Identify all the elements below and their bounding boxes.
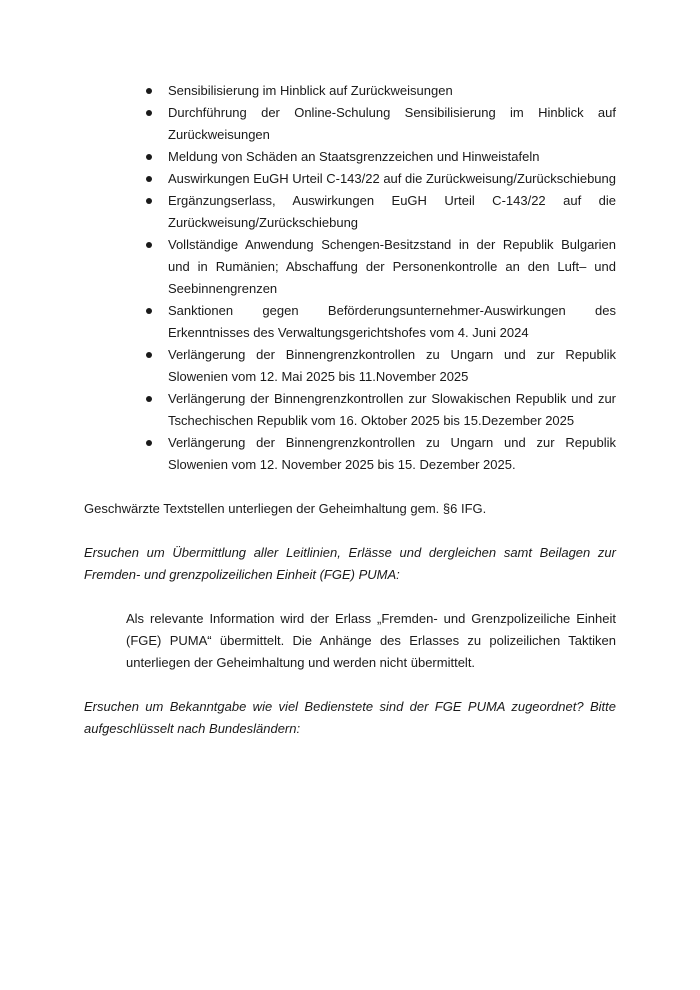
redaction-note: Geschwärzte Textstellen unterliegen der Geheimhaltung gem. §6 IFG.: [84, 501, 487, 516]
list-item: [84, 168, 616, 190]
bullet-icon: [146, 242, 152, 248]
bullet-icon: [146, 308, 152, 314]
bullet-icon: [146, 440, 152, 446]
list-item: [84, 146, 616, 168]
list-item-text: Durchführung der Online-Schulung Sensibilisierung im Hinblick auf Zurückweisungen: [168, 105, 616, 142]
list-item-text: Sensibilisierung im Hinblick auf Zurückweisungen: [168, 83, 453, 98]
bullet-icon: [146, 110, 152, 116]
list-item: [84, 234, 616, 300]
request-heading-staff: Ersuchen um Bekanntgabe wie viel Bedienstete sind der FGE PUMA zugeordnet? Bitte aufgeschlüsselt nach Bundesländern:: [84, 699, 616, 736]
list-item: [84, 344, 616, 388]
list-item-text: Ergänzungserlass, Auswirkungen EuGH Urteil C-143/22 auf die Zurückweisung/Zurückschiebung: [168, 193, 616, 230]
bullet-icon: [146, 396, 152, 402]
list-item-text: Verlängerung der Binnengrenzkontrollen zu Ungarn und zur Republik Slowenien vom 12. November 2025 bis 15. Dezember 2025.: [168, 435, 616, 472]
answer-guidelines: Als relevante Information wird der Erlass „Fremden- und Grenzpolizeiliche Einheit (FGE) PUMA“ übermittelt. Die Anhänge des Erlasses zu polizeilichen Taktiken unterliegen der Geheimhaltung und werden nicht übermittelt.: [126, 611, 616, 670]
list-item: [84, 300, 616, 344]
list-item-text: Verlängerung der Binnengrenzkontrollen zur Slowakischen Republik und zur Tschechischen Republik vom 16. Oktober 2025 bis 15.Dezember 2025: [168, 391, 616, 428]
list-item-text: Auswirkungen EuGH Urteil C-143/22 auf die Zurückweisung/Zurückschiebung: [168, 171, 616, 186]
list-item: [84, 190, 616, 234]
list-item: [84, 388, 616, 432]
list-item: [84, 432, 616, 476]
list-item-text: Sanktionen gegen Beförderungsunternehmer-Auswirkungen des Erkenntnisses des Verwaltungsgerichtshofes vom 4. Juni 2024: [168, 303, 616, 340]
list-item-text: Verlängerung der Binnengrenzkontrollen zu Ungarn und zur Republik Slowenien vom 12. Mai 2025 bis 11.November 2025: [168, 347, 616, 384]
list-item: [84, 102, 616, 146]
bullet-list: [84, 80, 616, 476]
bullet-icon: [146, 176, 152, 182]
bullet-icon: [146, 154, 152, 160]
bullet-icon: [146, 352, 152, 358]
list-item: [84, 80, 616, 102]
bullet-icon: [146, 198, 152, 204]
list-item-text: Vollständige Anwendung Schengen-Besitzstand in der Republik Bulgarien und in Rumänien; Abschaffung der Personenkontrolle an den Luft– und Seebinnengrenzen: [168, 237, 616, 296]
bullet-icon: [146, 88, 152, 94]
page-content: [84, 80, 616, 740]
request-heading-guidelines: Ersuchen um Übermittlung aller Leitlinien, Erlässe und dergleichen samt Beilagen zur Fremden- und grenzpolizeilichen Einheit (FGE) PUMA:: [84, 545, 616, 582]
list-item-text: Meldung von Schäden an Staatsgrenzzeichen und Hinweistafeln: [168, 149, 540, 164]
